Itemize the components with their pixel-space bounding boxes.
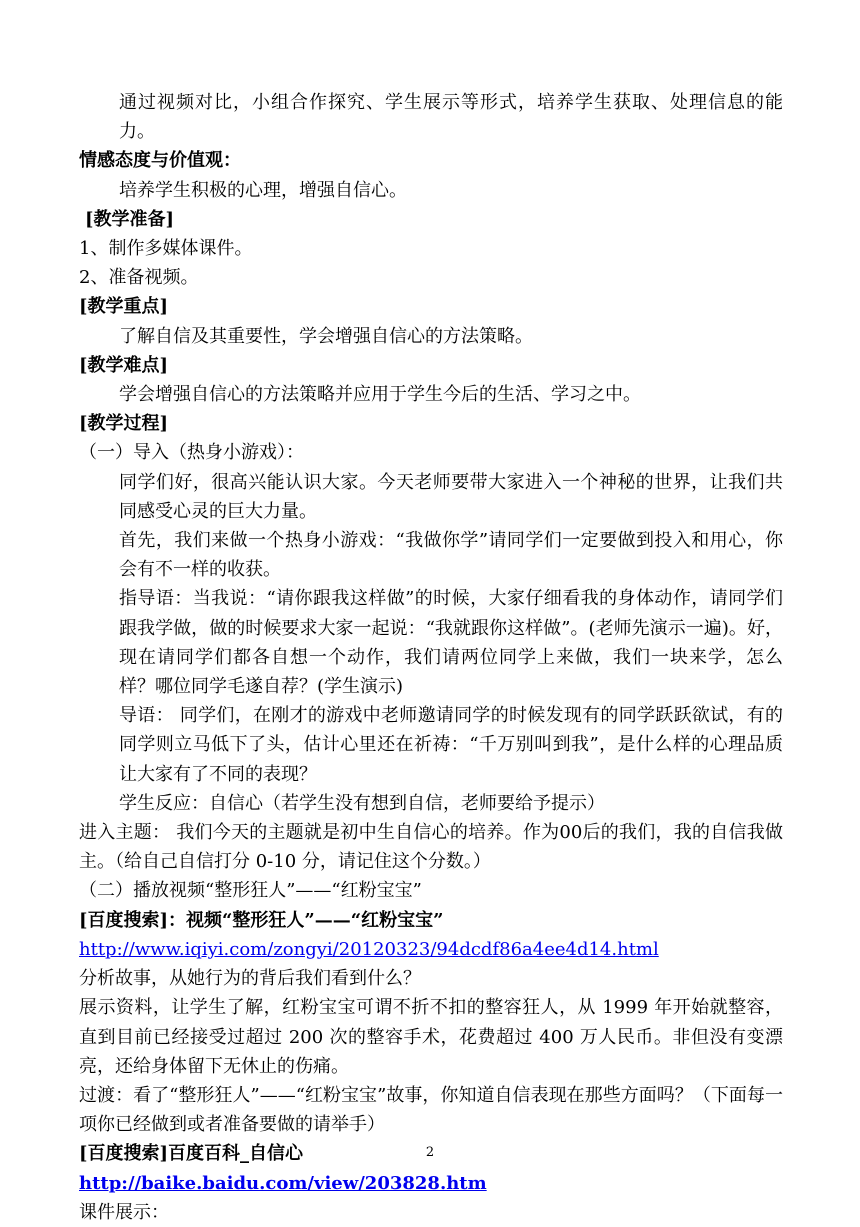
paragraph-theme: 进入主题： 我们今天的主题就是初中生自信心的培养。作为00后的我们，我的自信我做主。（给自己自信打分 0-10 分，请记住这个分数。） — [79, 822, 783, 873]
paragraph-ability: 通过视频对比，小组合作探究、学生展示等形式，培养学生获取、处理信息的能力。 — [119, 92, 783, 143]
step-2-title: （二）播放视频“整形狂人”——“红粉宝宝” — [79, 880, 422, 902]
heading-difficulties: [教学难点] — [79, 354, 169, 376]
paragraph-courseware: 课件展示： — [79, 1201, 169, 1223]
heading-teaching-prep: [教学准备] — [85, 208, 175, 230]
paragraph-analysis: 分析故事，从她行为的背后我们看到什么？ — [79, 968, 421, 990]
heading-key-points: [教学重点] — [79, 296, 169, 318]
prep-item-1: 1、制作多媒体课件。 — [79, 238, 253, 260]
paragraph-difficulties: 学会增强自信心的方法策略并应用于学生今后的生活、学习之中。 — [119, 384, 641, 406]
heading-emotion-values: 情感态度与价值观： — [79, 150, 241, 172]
paragraph-warmup-game: 首先，我们来做一个热身小游戏：“我做你学”请同学们一定要做到投入和用心，你会有不一样的收获。 — [119, 530, 783, 581]
baike-link[interactable]: http://baike.baidu.com/view/203828.htm — [79, 1172, 487, 1194]
search-text: 百度百科_自信心 — [168, 1143, 304, 1165]
paragraph-guide: 导语： 同学们，在刚才的游戏中老师邀请同学的时候发现有的同学跃跃欲试，有的同学则立马低下了头，估计心里还在祈祷：“千万别叫到我”，是什么样的心理品质让大家有了不同的表现？ — [119, 705, 783, 785]
iqiyi-video-link[interactable]: http://www.iqiyi.com/zongyi/20120323/94dcdf86a4ee4d14.html — [79, 938, 659, 960]
prep-item-2: 2、准备视频。 — [79, 267, 199, 289]
paragraph-student-response: 学生反应：自信心（若学生没有想到自信，老师要给予提示） — [119, 792, 605, 814]
search-text: ：视频“整形狂人”——“红粉宝宝” — [168, 909, 444, 931]
search-tag: [百度搜索] — [79, 909, 169, 931]
paragraph-instructions: 指导语：当我说：“请你跟我这样做”的时候，大家仔细看我的身体动作，请同学们跟我学做，做的时候要求大家一起说：“我就跟你这样做”。(老师先演示一遍)。好，现在请同学们都各自想一个动作，我们请两位同学上来做，我们一块来学，怎么样？哪位同学毛遂自荐？(学生演示) — [119, 588, 783, 698]
paragraph-emotion: 培养学生积极的心理，增强自信心。 — [119, 179, 407, 201]
page-content — [79, 88, 783, 1227]
link-line-1 — [79, 935, 783, 964]
paragraph-greeting: 同学们好，很高兴能认识大家。今天老师要带大家进入一个神秘的世界，让我们共同感受心灵的巨大力量。 — [119, 471, 783, 522]
paragraph-key-points: 了解自信及其重要性，学会增强自信心的方法策略。 — [119, 325, 533, 347]
page-number: 2 — [425, 1145, 435, 1160]
paragraph-transition: 过渡：看了“整形狂人”——“红粉宝宝”故事，你知道自信表现在那些方面吗？（下面每一项你已经做到或者准备要做的请举手） — [79, 1084, 783, 1136]
search-line-1 — [79, 906, 783, 935]
step-1-title: （一）导入（热身小游戏）： — [79, 442, 304, 464]
paragraph-materials: 展示资料，让学生了解，红粉宝宝可谓不折不扣的整容狂人，从 1999 年开始就整容，直到目前已经接受过超过 200 次的整容手术，花费超过 400 万人民币。非但没有变漂亮，还给身体留下无休止的伤痛。 — [79, 997, 783, 1077]
search-tag: [百度搜索] — [79, 1143, 169, 1165]
link-line-2 — [79, 1169, 783, 1198]
heading-teaching-process: [教学过程] — [79, 413, 169, 435]
